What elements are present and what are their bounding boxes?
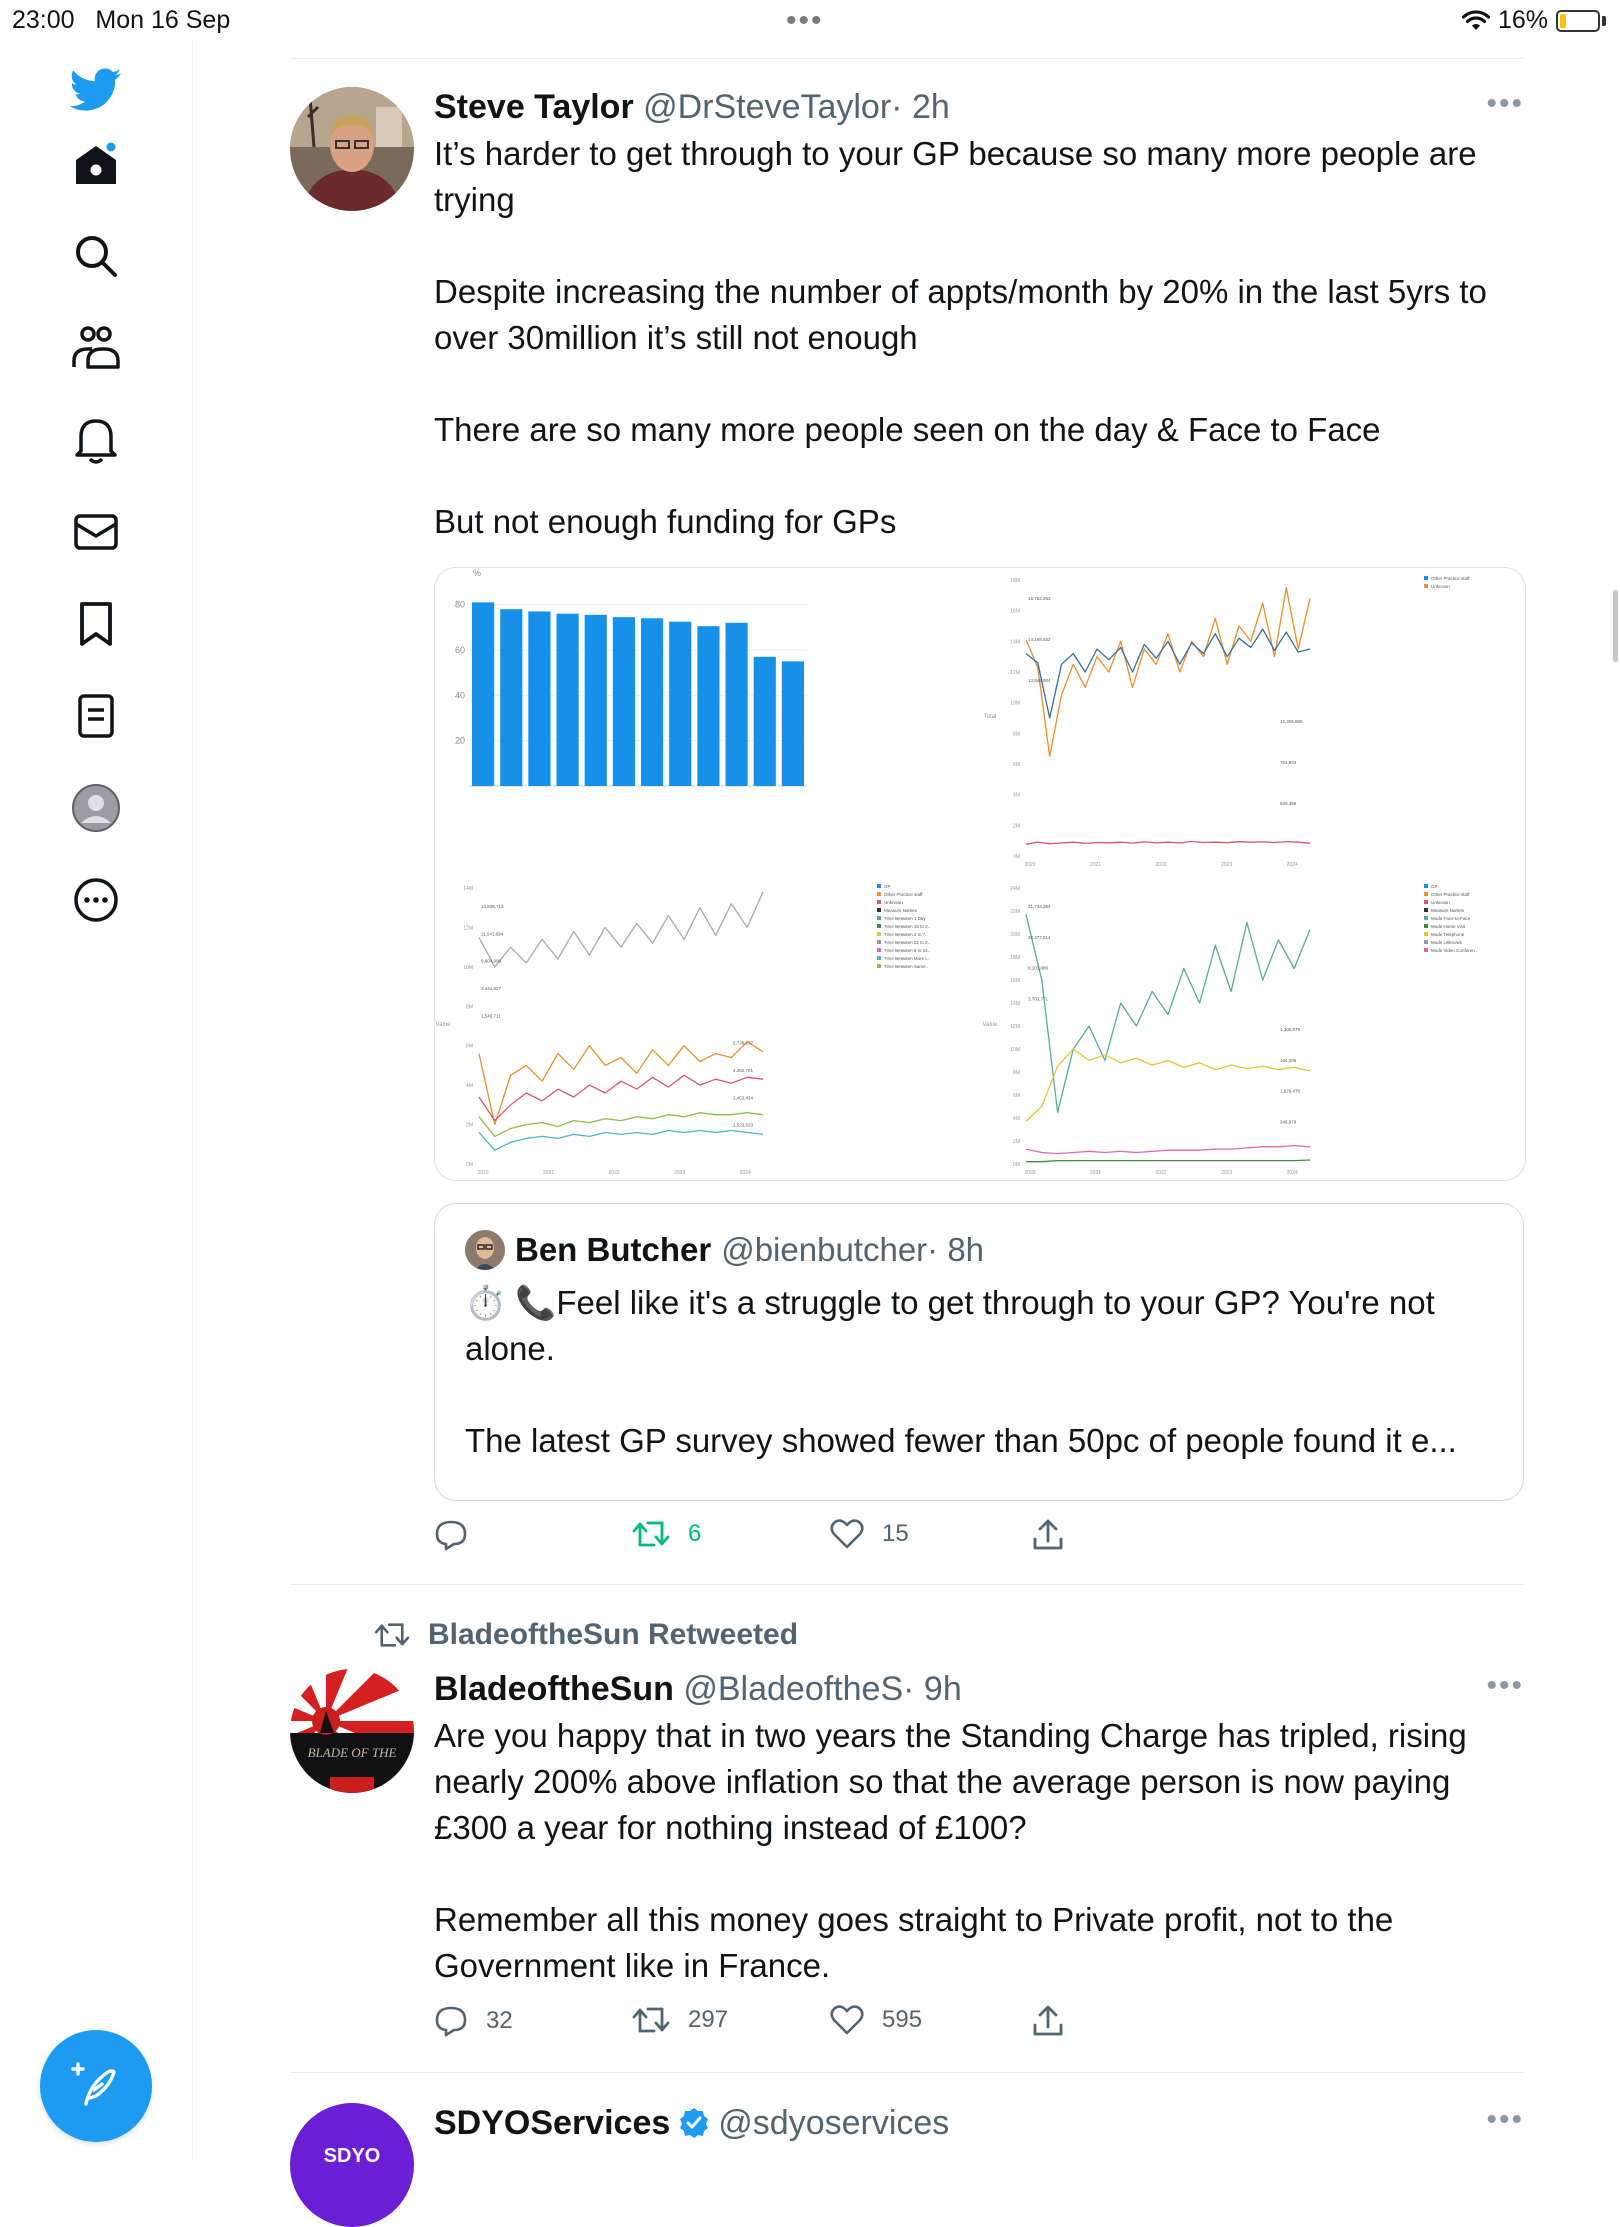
tweet-paragraph: Are you happy that in two years the Standing Charge has tripled, rising nearly 200% above inflation so that the average person is now paying £300 a year for nothing instead of £100? xyxy=(434,1717,1467,1846)
data-label: 11,541,694 xyxy=(481,931,504,937)
y-tick-label: 14M xyxy=(1010,639,1020,646)
series-line xyxy=(479,1042,763,1125)
line-chart-modes xyxy=(982,876,1525,1180)
like-button[interactable] xyxy=(830,2005,922,2035)
x-tick-label: 2021 xyxy=(1089,1170,1102,1176)
more-options-icon[interactable]: ••• xyxy=(1486,2103,1524,2136)
legend-label: Time Between 22 to 2.. xyxy=(884,940,931,945)
tweet-header xyxy=(434,1669,1524,1709)
x-tick-label: 2023 xyxy=(674,1170,686,1176)
share-button[interactable] xyxy=(1032,2005,1064,2037)
more-icon[interactable] xyxy=(70,874,122,926)
legend-swatch xyxy=(877,964,881,968)
search-icon[interactable] xyxy=(70,230,122,282)
share-icon xyxy=(1032,2005,1064,2037)
legend-label: Other Practice staff xyxy=(1431,576,1470,581)
bookmarks-icon[interactable] xyxy=(70,598,122,650)
avatar[interactable] xyxy=(290,87,414,211)
timeline xyxy=(290,58,1524,2167)
legend-swatch xyxy=(1424,916,1428,920)
verified-badge-icon xyxy=(678,2107,710,2139)
legend-label: Mode Video Conferen.. xyxy=(1431,948,1478,953)
x-tick-label: 2024 xyxy=(739,1170,751,1176)
retweet-button[interactable] xyxy=(632,2005,728,2035)
legend-swatch xyxy=(1424,940,1428,944)
legend-swatch xyxy=(1424,884,1428,888)
data-label: 3,703,771 xyxy=(1028,996,1049,1002)
bar xyxy=(669,622,691,786)
y-tick-label: 4M xyxy=(466,1083,473,1090)
legend-label: Mode Unknown xyxy=(1431,940,1463,945)
more-options-icon[interactable]: ••• xyxy=(1486,1669,1524,1702)
multitasking-dots-icon[interactable]: ••• xyxy=(786,4,824,37)
quote-avatar[interactable] xyxy=(465,1230,505,1270)
x-tick-label: 2024 xyxy=(1286,862,1298,868)
legend-label: Mode Face-to-Face xyxy=(1431,916,1471,921)
x-tick-label: 2020 xyxy=(477,1170,489,1176)
author-name[interactable]: BladeoftheSun xyxy=(434,1670,674,1708)
data-label: 16,762,362 xyxy=(1028,596,1051,601)
x-tick-label: 2022 xyxy=(1155,862,1167,868)
y-tick-label: 8M xyxy=(466,1004,473,1011)
retweet-button[interactable] xyxy=(632,1519,701,1549)
status-indicators xyxy=(1462,6,1606,35)
y-tick-label: 0M xyxy=(1013,1162,1020,1168)
tweet-header xyxy=(434,2103,1524,2143)
avatar[interactable] xyxy=(290,1669,414,1793)
legend-label: Time Between 2 to 7.. xyxy=(884,932,928,937)
avatar-label: SDYO xyxy=(323,2145,381,2167)
y-tick-label: 24M xyxy=(1010,886,1020,892)
heart-icon xyxy=(830,2005,864,2035)
legend-label: Unknown xyxy=(1431,584,1450,589)
y-tick-label: 6M xyxy=(466,1043,473,1050)
tweet-divider xyxy=(290,1584,1524,1585)
tweet-paragraph: There are so many more people seen on the day & Face to Face xyxy=(434,411,1381,448)
legend-label: GP xyxy=(1431,884,1438,889)
legend-swatch xyxy=(1424,584,1428,588)
retweet-icon xyxy=(374,1621,410,1649)
compose-button[interactable] xyxy=(40,2030,152,2142)
y-tick-label: 4M xyxy=(1013,792,1020,799)
tweet-time[interactable]: · 2h xyxy=(891,88,950,126)
quote-header xyxy=(465,1230,1493,1270)
quote-author-name: Ben Butcher xyxy=(515,1231,712,1268)
legend-label: Mode Home Visit xyxy=(1431,924,1466,929)
series-line xyxy=(1026,588,1310,757)
battery-percent: 16% xyxy=(1497,6,1548,34)
legend-label: Measure Names xyxy=(1431,908,1465,913)
data-label: 13,546,904 xyxy=(1028,678,1051,683)
data-label: 12,306,805 xyxy=(1280,719,1303,724)
y-axis-label: Total xyxy=(983,714,997,720)
bar-chart xyxy=(435,568,978,872)
legend-label: Time Between More t.. xyxy=(884,956,930,961)
legend-swatch xyxy=(877,940,881,944)
legend-label: Time Between 15 to 2.. xyxy=(884,924,931,929)
data-label: 829,359 xyxy=(1280,801,1297,806)
y-tick-label: 14M xyxy=(1010,1001,1020,1007)
y-tick-label: 6M xyxy=(1013,762,1020,768)
y-tick-label: 20 xyxy=(454,735,465,746)
legend-swatch xyxy=(877,932,881,936)
legend-swatch xyxy=(1424,892,1428,896)
y-tick-label: 16M xyxy=(1010,978,1020,984)
legend-swatch xyxy=(877,908,881,912)
y-tick-label: 10M xyxy=(463,964,473,971)
data-label: 1,529,476 xyxy=(1280,1088,1301,1094)
legend-label: Other Practice staff xyxy=(884,892,923,897)
tweet-actions xyxy=(434,2005,1524,2055)
x-tick-label: 2022 xyxy=(608,1170,620,1176)
data-label: 21,733,384 xyxy=(1028,904,1051,909)
media-image-1[interactable] xyxy=(435,568,978,872)
bar xyxy=(585,615,607,786)
bar xyxy=(754,657,776,786)
sidebar xyxy=(0,40,193,2160)
data-label: 194,006 xyxy=(1280,1057,1297,1063)
legend-swatch xyxy=(877,948,881,952)
share-icon xyxy=(1032,1519,1064,1551)
series-line xyxy=(1026,914,1310,1112)
line-chart-totals xyxy=(982,568,1525,872)
y-tick-label: 22M xyxy=(1010,909,1020,915)
x-tick-label: 2022 xyxy=(1155,1170,1167,1176)
x-tick-label: 2023 xyxy=(1221,1170,1233,1176)
data-label: 2,453,434 xyxy=(733,1095,754,1101)
legend-label: Measure Names xyxy=(884,908,918,913)
author-handle[interactable]: @sdyoservices xyxy=(718,2104,950,2142)
tweet-paragraph: But not enough funding for GPs xyxy=(434,503,897,540)
tweet-text xyxy=(434,1713,1524,1989)
chart-ylabel: % xyxy=(473,568,482,578)
data-label: 346,879 xyxy=(1280,1119,1297,1125)
quote-text xyxy=(465,1280,1493,1464)
like-count: 595 xyxy=(882,2006,923,2033)
y-tick-label: 0M xyxy=(466,1162,473,1168)
series-line xyxy=(479,1075,763,1120)
y-tick-label: 2M xyxy=(466,1122,473,1129)
legend-swatch xyxy=(1424,932,1428,936)
data-label: 8,103,086 xyxy=(1028,965,1049,971)
data-label: 1,540,711 xyxy=(481,1013,501,1019)
legend-swatch xyxy=(1424,576,1428,580)
series-line xyxy=(479,1113,763,1137)
author-name[interactable]: Steve Taylor xyxy=(434,88,634,126)
x-tick-label: 2021 xyxy=(1089,862,1102,868)
legend-swatch xyxy=(877,892,881,896)
y-tick-label: 2M xyxy=(1013,823,1020,830)
tweet-paragraph: Despite increasing the number of appts/month by 20% in the last 5yrs to over 30million it’s still not enough xyxy=(434,273,1487,356)
y-tick-label: 0M xyxy=(1013,854,1020,860)
y-tick-label: 80 xyxy=(454,599,465,610)
bar xyxy=(472,602,494,786)
series-line xyxy=(1026,1049,1310,1121)
y-tick-label: 14M xyxy=(463,886,473,892)
y-tick-label: 2M xyxy=(1013,1139,1020,1145)
bar xyxy=(528,611,550,786)
reply-icon xyxy=(434,2005,468,2037)
media-image-3[interactable] xyxy=(435,876,978,1180)
y-tick-label: 60 xyxy=(454,645,465,655)
twitter-logo-icon[interactable] xyxy=(70,64,122,116)
share-button[interactable] xyxy=(1032,1519,1064,1551)
legend-swatch xyxy=(1424,924,1428,928)
compose-icon xyxy=(68,2058,124,2114)
tweet-actions xyxy=(434,1519,1524,1569)
data-label: 5,604,909 xyxy=(481,958,502,964)
series-line xyxy=(479,1131,763,1151)
legend-label: Unknown xyxy=(884,900,903,905)
quote-author-handle: @bienbutcher· 8h xyxy=(721,1231,985,1268)
y-tick-label: 12M xyxy=(1010,1024,1020,1030)
data-label: 764,933 xyxy=(1280,760,1297,765)
y-axis-label: Value xyxy=(982,1022,998,1028)
tweet-media-grid[interactable] xyxy=(434,567,1526,1181)
y-tick-label: 10M xyxy=(1010,1047,1020,1053)
data-label: 5,728,277 xyxy=(733,1040,754,1046)
heart-icon xyxy=(830,1519,864,1549)
y-tick-label: 8M xyxy=(1013,1070,1020,1076)
y-tick-label: 20M xyxy=(1010,932,1020,938)
series-line xyxy=(1026,841,1310,844)
notifications-icon[interactable] xyxy=(70,414,122,466)
status-time: 23:00 Mon 16 Sep xyxy=(12,6,231,34)
reply-button[interactable] xyxy=(434,2005,513,2037)
retweet-count: 6 xyxy=(688,1520,702,1547)
legend-swatch xyxy=(1424,948,1428,952)
line-chart-waits xyxy=(435,876,978,1180)
retweeted-by-label[interactable]: BladeoftheSun Retweeted xyxy=(374,1618,798,1652)
y-tick-label: 12M xyxy=(1010,670,1020,676)
quoted-tweet[interactable] xyxy=(434,1203,1524,1501)
data-label: 14,168,932 xyxy=(1028,637,1051,642)
author-handle[interactable]: @DrSteveTaylor xyxy=(643,88,892,126)
y-tick-label: 16M xyxy=(1010,608,1020,615)
communities-icon[interactable] xyxy=(70,322,122,374)
y-tick-label: 40 xyxy=(454,690,465,701)
wifi-icon xyxy=(1462,10,1490,32)
tweet-paragraph: It’s harder to get through to your GP because so many more people are trying xyxy=(434,135,1477,218)
legend-label: Time Between 1 Day xyxy=(884,916,926,921)
retweet-icon xyxy=(632,1519,670,1549)
quote-paragraph: ⏱️ 📞Feel like it's a struggle to get through to your GP? You're not alone. xyxy=(465,1284,1435,1367)
like-button[interactable] xyxy=(830,1519,909,1549)
data-label: 1,300,979 xyxy=(1280,1027,1301,1032)
x-tick-label: 2020 xyxy=(1024,1170,1036,1176)
bar xyxy=(613,617,635,786)
bar xyxy=(500,609,522,786)
tweet-paragraph: Remember all this money goes straight to Private profit, not to the Government like in France. xyxy=(434,1901,1394,1984)
media-image-4[interactable] xyxy=(982,876,1525,1180)
tweet-header xyxy=(434,87,1524,127)
author-handle[interactable]: @BladeoftheS xyxy=(683,1670,904,1708)
messages-icon[interactable] xyxy=(70,506,122,558)
battery-icon xyxy=(1556,10,1600,32)
reply-count: 32 xyxy=(486,2007,513,2034)
legend-label: GP xyxy=(884,884,891,889)
bar xyxy=(782,661,804,786)
series-line xyxy=(1026,629,1310,718)
retweet-count: 297 xyxy=(688,2006,729,2033)
tweet-time[interactable]: · 9h xyxy=(903,1670,962,1708)
y-tick-label: 10M xyxy=(1010,700,1020,707)
tweet-divider xyxy=(290,2072,1524,2073)
y-tick-label: 12M xyxy=(463,925,473,932)
retweet-icon xyxy=(632,2005,670,2035)
legend-swatch xyxy=(877,924,881,928)
reply-icon xyxy=(434,1519,468,1551)
media-image-2[interactable] xyxy=(982,568,1525,872)
author-name[interactable]: SDYOServices xyxy=(434,2104,671,2142)
data-label: 13,835,713 xyxy=(481,904,504,909)
legend-swatch xyxy=(877,956,881,960)
series-line xyxy=(1026,1146,1310,1154)
profile-icon[interactable] xyxy=(70,782,122,834)
home-icon[interactable] xyxy=(70,138,122,190)
legend-label: Unknown xyxy=(1431,900,1450,905)
legend-swatch xyxy=(877,900,881,904)
tweet-text xyxy=(434,131,1524,545)
data-label: 20,377,514 xyxy=(1028,934,1051,940)
lists-icon[interactable] xyxy=(70,690,122,742)
series-line xyxy=(479,892,763,967)
x-tick-label: 2023 xyxy=(1221,862,1233,868)
data-label: 3,444,627 xyxy=(481,986,502,991)
status-bar xyxy=(0,0,1620,40)
data-label: 1,523,523 xyxy=(733,1122,754,1128)
legend-swatch xyxy=(1424,908,1428,912)
scrollbar[interactable] xyxy=(1613,590,1618,662)
more-options-icon[interactable]: ••• xyxy=(1486,87,1524,120)
y-tick-label: 18M xyxy=(1010,955,1020,961)
avatar-caption: BLADE OF THE xyxy=(307,1745,397,1760)
legend-label: Time Between 8 to 14.. xyxy=(884,948,931,953)
legend-label: Mode Telephone xyxy=(1431,932,1465,937)
like-count: 15 xyxy=(882,1520,909,1547)
y-axis-label: Value xyxy=(435,1022,451,1028)
series-line xyxy=(1026,1160,1310,1162)
quote-paragraph: The latest GP survey showed fewer than 50pc of people found it e... xyxy=(465,1422,1457,1459)
y-tick-label: 4M xyxy=(1013,1116,1020,1122)
y-tick-label: 6M xyxy=(1013,1093,1020,1099)
data-label: 4,362,701 xyxy=(733,1068,754,1073)
avatar[interactable] xyxy=(290,2103,414,2227)
bar xyxy=(697,626,719,786)
legend-label: Time Between Same.. xyxy=(884,964,929,969)
bar xyxy=(641,618,663,786)
y-tick-label: 18M xyxy=(1010,578,1020,584)
x-tick-label: 2020 xyxy=(1024,862,1036,868)
legend-swatch xyxy=(877,884,881,888)
y-tick-label: 8M xyxy=(1013,731,1020,738)
bar xyxy=(726,623,748,786)
legend-swatch xyxy=(1424,900,1428,904)
bar xyxy=(557,614,579,786)
reply-button[interactable] xyxy=(434,1519,486,1551)
x-tick-label: 2021 xyxy=(542,1170,555,1176)
x-tick-label: 2024 xyxy=(1286,1170,1298,1176)
legend-label: Other Practice staff xyxy=(1431,892,1470,897)
legend-swatch xyxy=(877,916,881,920)
